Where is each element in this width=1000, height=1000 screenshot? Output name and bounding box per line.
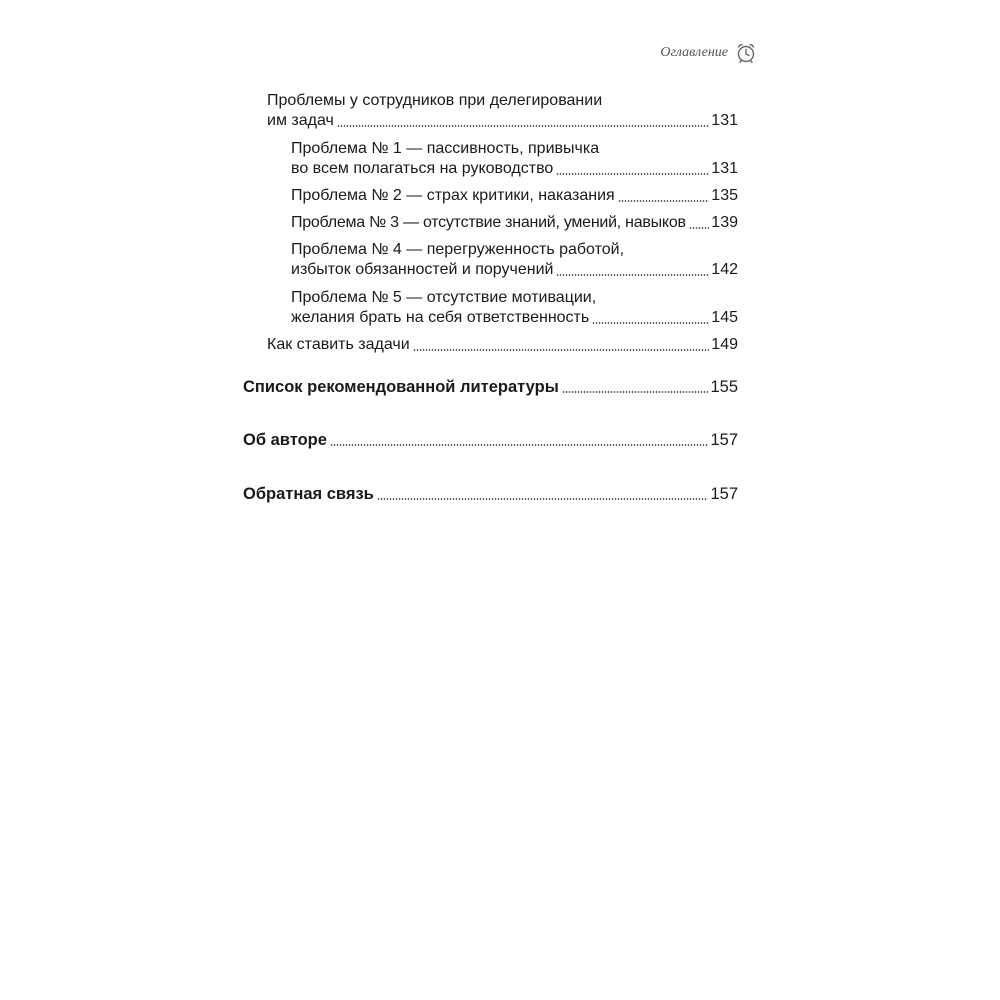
toc-entry-title-line2: во всем полагаться на руководство — [291, 160, 554, 177]
running-head-title: Оглавление — [660, 45, 728, 60]
toc-entry-title-line2: избыток обязанностей и поручений — [291, 261, 554, 278]
dot-leader — [330, 444, 709, 446]
toc-entry-page-number: 139 — [711, 214, 738, 231]
toc-entry[interactable] — [291, 240, 738, 280]
toc-entry-title-line2: желания брать на себя ответственность — [291, 309, 590, 326]
toc-entry-title-line2: им задач — [267, 112, 334, 129]
toc-entry[interactable] — [243, 430, 738, 450]
toc-entry[interactable] — [243, 377, 738, 397]
toc-entry[interactable] — [267, 335, 738, 355]
toc-entry-title-line1: Проблема № 5 — отсутствие мотивации, — [291, 289, 597, 306]
toc-entry-title: Об авторе — [243, 431, 327, 449]
toc-entry[interactable] — [267, 91, 738, 131]
toc-entry-title: Обратная связь — [243, 485, 374, 503]
dot-leader — [377, 498, 709, 500]
toc-entry-title: Проблема № 3 — отсутствие знаний, умений, навыков — [291, 214, 686, 231]
toc-entry-page-number: 157 — [710, 431, 738, 449]
toc-entry-title-line1: Проблема № 1 — пассивность, привычка — [291, 140, 600, 157]
toc-entry-page-number: 135 — [711, 187, 738, 204]
dot-leader — [337, 125, 709, 127]
dot-leader — [562, 391, 709, 393]
toc-entry[interactable] — [291, 213, 738, 233]
toc-entry-page-number: 149 — [711, 336, 738, 353]
dot-leader — [618, 200, 710, 202]
toc-entry-title: Проблема № 2 — страх критики, наказания — [291, 187, 615, 204]
toc-entry[interactable] — [291, 186, 738, 206]
toc-entry[interactable] — [291, 139, 738, 179]
toc-entry-page-number: 145 — [711, 309, 738, 326]
toc-entry-page-number: 131 — [711, 160, 738, 177]
dot-leader — [556, 274, 709, 276]
toc-entry-title: Как ставить задачи — [267, 336, 410, 353]
dot-leader — [556, 173, 709, 175]
dot-leader — [689, 227, 710, 229]
toc-entry-title: Список рекомендованной литературы — [243, 378, 559, 396]
toc-entry-title-line1: Проблемы у сотрудников при делегировании — [267, 92, 603, 109]
dot-leader — [413, 349, 710, 351]
dot-leader — [592, 322, 709, 324]
toc-entry[interactable] — [243, 484, 738, 504]
toc-entry-page-number: 155 — [710, 378, 738, 396]
toc-entry-page-number: 142 — [711, 261, 738, 278]
toc-entry-page-number: 157 — [710, 485, 738, 503]
toc-entry-title-line1: Проблема № 4 — перегруженность работой, — [291, 241, 625, 258]
toc-entry-page-number: 131 — [711, 112, 738, 129]
toc-entry[interactable] — [291, 288, 738, 328]
